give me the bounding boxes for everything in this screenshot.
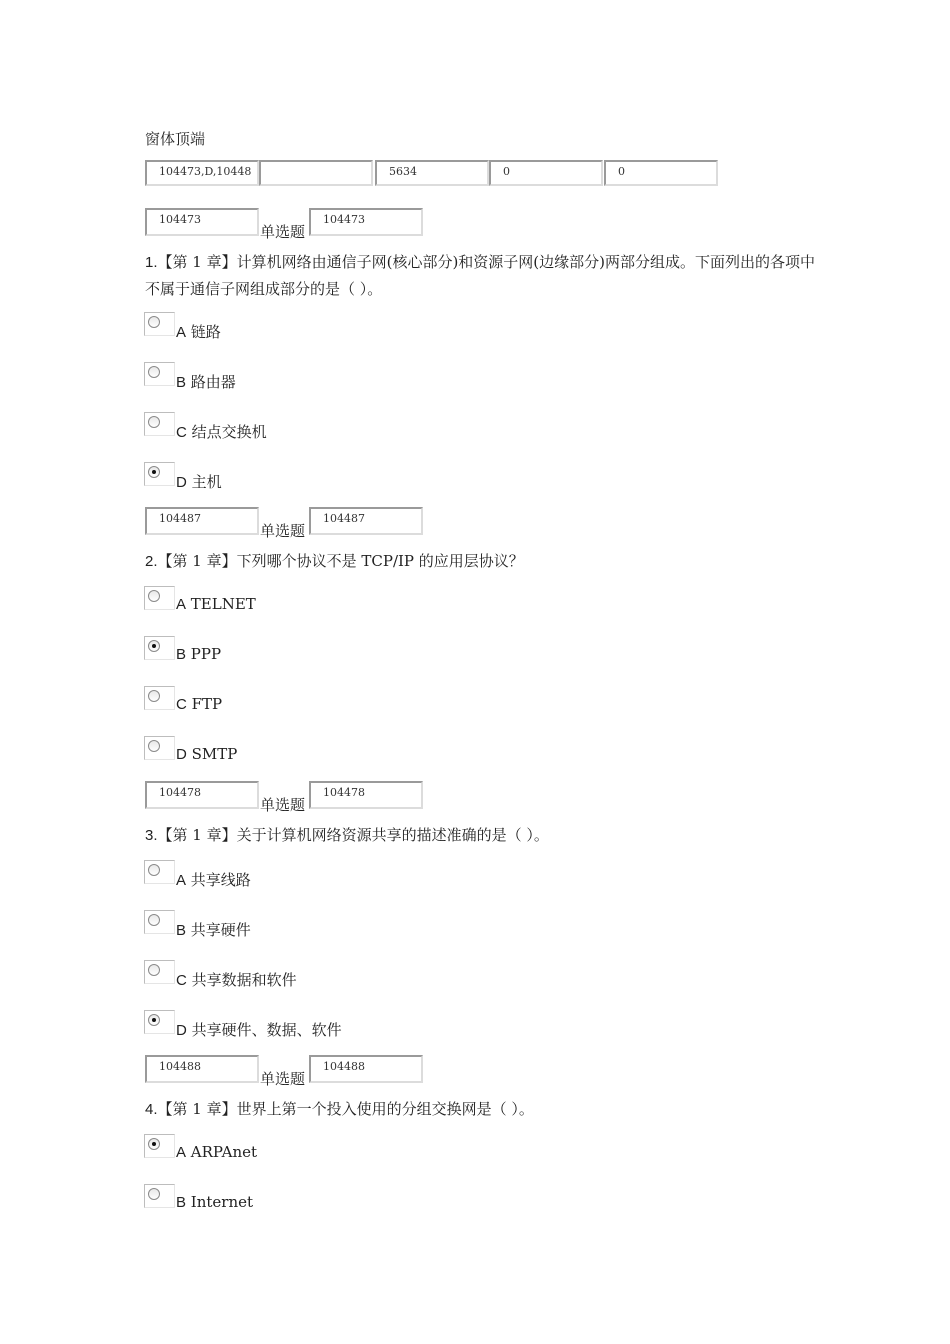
option-letter: C <box>176 424 187 441</box>
option-letter: B <box>176 922 187 939</box>
question-text <box>145 1096 815 1123</box>
top-field-5[interactable]: 0 <box>604 160 718 186</box>
radio-button-selected[interactable] <box>148 466 160 478</box>
radio-button-selected[interactable] <box>148 1138 160 1150</box>
option-letter: B <box>176 646 187 663</box>
option-text: 共享硬件、数据、软件 <box>191 1021 342 1039</box>
radio-button[interactable] <box>148 590 160 602</box>
option-text: 结点交换机 <box>191 423 267 441</box>
option-label <box>176 471 222 492</box>
option-label <box>176 745 237 763</box>
question-id-field-2[interactable]: 104478 <box>309 781 423 809</box>
radio-dot-icon <box>152 644 156 648</box>
question-type-label: 单选题 <box>260 1070 306 1088</box>
question-number: 2. <box>145 553 158 570</box>
question-id-field-2[interactable]: 104473 <box>309 208 423 236</box>
option-label <box>176 695 222 713</box>
option-letter: D <box>176 1022 187 1039</box>
option-letter: C <box>176 972 187 989</box>
radio-frame <box>144 860 175 884</box>
radio-button[interactable] <box>148 864 160 876</box>
question-id-field[interactable]: 104487 <box>145 507 259 535</box>
top-field-4[interactable]: 0 <box>489 160 603 186</box>
radio-frame <box>144 586 175 610</box>
option-text: Internet <box>190 1193 254 1211</box>
option-letter: D <box>176 474 187 491</box>
radio-dot-icon <box>152 470 156 474</box>
radio-dot-icon <box>152 1018 156 1022</box>
radio-frame <box>144 312 175 336</box>
top-field-2[interactable] <box>259 160 373 186</box>
radio-button[interactable] <box>148 690 160 702</box>
question-number: 3. <box>145 827 158 844</box>
radio-frame <box>144 1184 175 1208</box>
option-letter: A <box>176 324 187 341</box>
question-id-field-2[interactable]: 104488 <box>309 1055 423 1083</box>
question-text <box>145 548 815 575</box>
option-text: PPP <box>190 645 222 663</box>
radio-frame <box>144 960 175 984</box>
question-type-label: 单选题 <box>260 796 306 814</box>
option-letter: B <box>176 1194 187 1211</box>
option-label <box>176 645 221 663</box>
option-text: 路由器 <box>190 373 236 391</box>
option-text: 共享硬件 <box>190 921 251 939</box>
form-title: 窗体顶端 <box>145 130 206 148</box>
option-letter: C <box>176 696 187 713</box>
option-label <box>176 969 297 990</box>
option-letter: A <box>176 872 187 889</box>
option-label <box>176 919 251 940</box>
option-text: 链路 <box>190 323 221 341</box>
option-label <box>176 1143 257 1161</box>
question-number: 1. <box>145 254 158 271</box>
option-label <box>176 1019 342 1040</box>
option-label <box>176 595 256 613</box>
radio-frame <box>144 412 175 436</box>
question-body: 【第 1 章】关于计算机网络资源共享的描述准确的是（ ）。 <box>157 826 549 844</box>
radio-frame <box>144 1134 175 1158</box>
option-text: 共享线路 <box>190 871 251 889</box>
top-field-1[interactable]: 104473,D,10448 <box>145 160 259 186</box>
radio-button-selected[interactable] <box>148 640 160 652</box>
radio-button[interactable] <box>148 740 160 752</box>
radio-button[interactable] <box>148 316 160 328</box>
radio-frame <box>144 462 175 486</box>
radio-frame <box>144 736 175 760</box>
question-text <box>145 822 815 849</box>
question-body: 【第 1 章】计算机网络由通信子网(核心部分)和资源子网(边缘部分)两部分组成。下面列出的各项中不属于通信子网组成部分的是（ ）。 <box>145 253 816 298</box>
option-letter: A <box>176 596 187 613</box>
question-id-field[interactable]: 104478 <box>145 781 259 809</box>
radio-button[interactable] <box>148 964 160 976</box>
option-label <box>176 321 221 342</box>
option-letter: B <box>176 374 187 391</box>
radio-button[interactable] <box>148 914 160 926</box>
question-id-field-2[interactable]: 104487 <box>309 507 423 535</box>
question-id-field[interactable]: 104488 <box>145 1055 259 1083</box>
radio-button[interactable] <box>148 416 160 428</box>
radio-dot-icon <box>152 1142 156 1146</box>
question-id-field[interactable]: 104473 <box>145 208 259 236</box>
radio-button[interactable] <box>148 1188 160 1200</box>
option-letter: A <box>176 1144 187 1161</box>
question-number: 4. <box>145 1101 158 1118</box>
option-label <box>176 421 267 442</box>
top-field-3[interactable]: 5634 <box>375 160 489 186</box>
option-label <box>176 1193 253 1211</box>
radio-frame <box>144 636 175 660</box>
option-text: 主机 <box>191 473 222 491</box>
question-type-label: 单选题 <box>260 223 306 241</box>
radio-frame <box>144 910 175 934</box>
option-text: SMTP <box>191 745 238 763</box>
question-text <box>145 249 815 302</box>
radio-frame <box>144 686 175 710</box>
radio-button[interactable] <box>148 366 160 378</box>
question-type-label: 单选题 <box>260 522 306 540</box>
radio-button-selected[interactable] <box>148 1014 160 1026</box>
radio-frame <box>144 362 175 386</box>
option-label <box>176 869 251 890</box>
question-body: 【第 1 章】下列哪个协议不是 TCP/IP 的应用层协议？ <box>157 552 524 570</box>
radio-frame <box>144 1010 175 1034</box>
option-text: FTP <box>191 695 223 713</box>
option-text: 共享数据和软件 <box>191 971 297 989</box>
option-label <box>176 371 236 392</box>
option-text: ARPAnet <box>190 1143 258 1161</box>
question-body: 【第 1 章】世界上第一个投入使用的分组交换网是（ ）。 <box>157 1100 534 1118</box>
option-text: TELNET <box>190 595 256 613</box>
option-letter: D <box>176 746 187 763</box>
